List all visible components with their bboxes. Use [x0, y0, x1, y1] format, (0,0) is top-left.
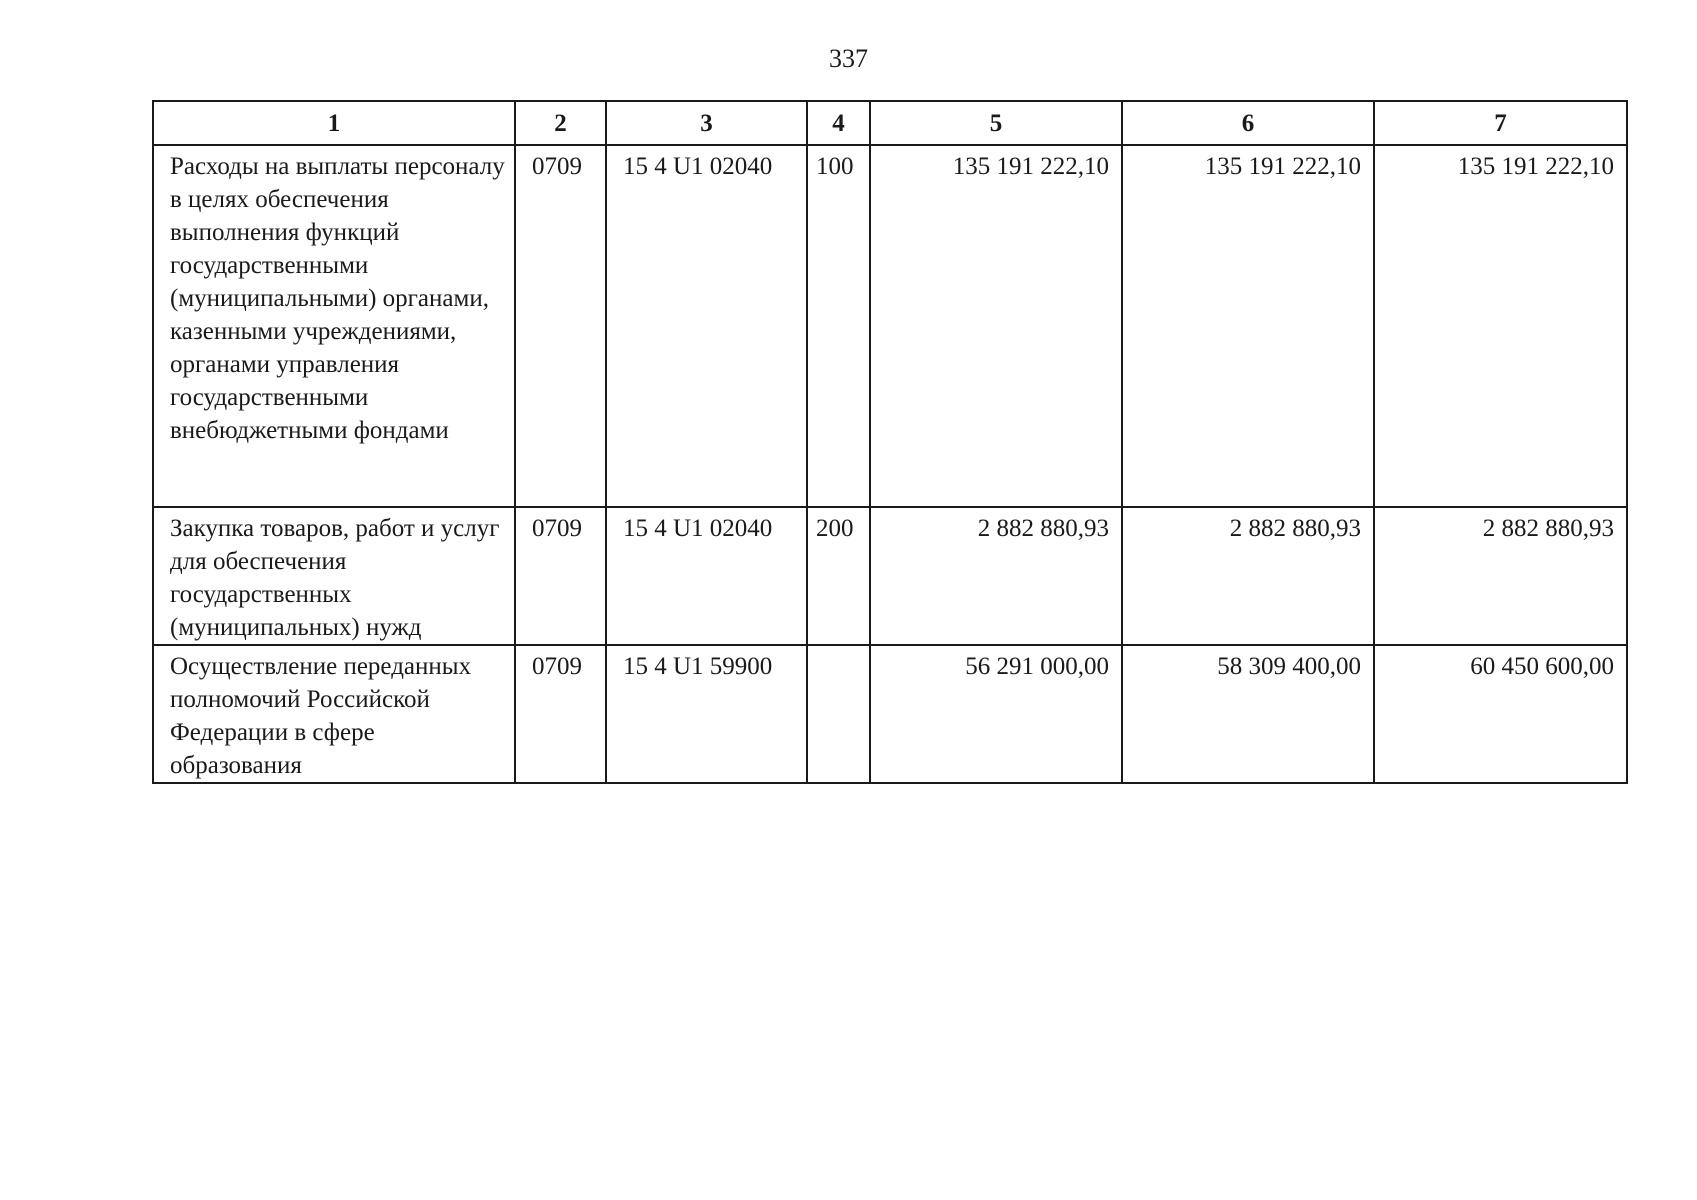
column-header: 4	[807, 101, 870, 145]
column-header: 7	[1374, 101, 1627, 145]
amount-year-1-cell: 135 191 222,10	[870, 145, 1122, 507]
section-code-cell: 0709	[515, 145, 606, 507]
column-header: 2	[515, 101, 606, 145]
amount-year-2-cell: 2 882 880,93	[1122, 507, 1374, 645]
column-header: 1	[153, 101, 515, 145]
expense-name-cell: Закупка товаров, работ и услуг для обеспечения государственных (муниципальных) нужд	[153, 507, 515, 645]
target-article-cell: 15 4 U1 02040	[606, 507, 807, 645]
amount-year-3-cell: 60 450 600,00	[1374, 645, 1627, 783]
section-code-cell: 0709	[515, 507, 606, 645]
amount-year-3-cell: 2 882 880,93	[1374, 507, 1627, 645]
column-header: 5	[870, 101, 1122, 145]
column-header: 3	[606, 101, 807, 145]
target-article-cell: 15 4 U1 59900	[606, 645, 807, 783]
target-article-cell: 15 4 U1 02040	[606, 145, 807, 507]
expense-type-cell: 100	[807, 145, 870, 507]
budget-table	[152, 100, 1628, 784]
expense-name-cell: Осуществление переданных полномочий Российской Федерации в сфере образования	[153, 645, 515, 783]
amount-year-3-cell: 135 191 222,10	[1374, 145, 1627, 507]
amount-year-2-cell: 135 191 222,10	[1122, 145, 1374, 507]
table-row	[153, 507, 1627, 645]
expense-type-cell	[807, 645, 870, 783]
column-header: 6	[1122, 101, 1374, 145]
table-header-row	[153, 101, 1627, 145]
expense-name-cell: Расходы на выплаты персоналу в целях обеспечения выполнения функций государственными (муниципальными) органами, казенными учреждениями, органами управления государственными внебюджетными фондами	[153, 145, 515, 507]
expense-type-cell: 200	[807, 507, 870, 645]
table-row	[153, 645, 1627, 783]
amount-year-2-cell: 58 309 400,00	[1122, 645, 1374, 783]
amount-year-1-cell: 56 291 000,00	[870, 645, 1122, 783]
amount-year-1-cell: 2 882 880,93	[870, 507, 1122, 645]
section-code-cell: 0709	[515, 645, 606, 783]
table-row	[153, 145, 1627, 507]
page-number: 337	[829, 44, 868, 73]
